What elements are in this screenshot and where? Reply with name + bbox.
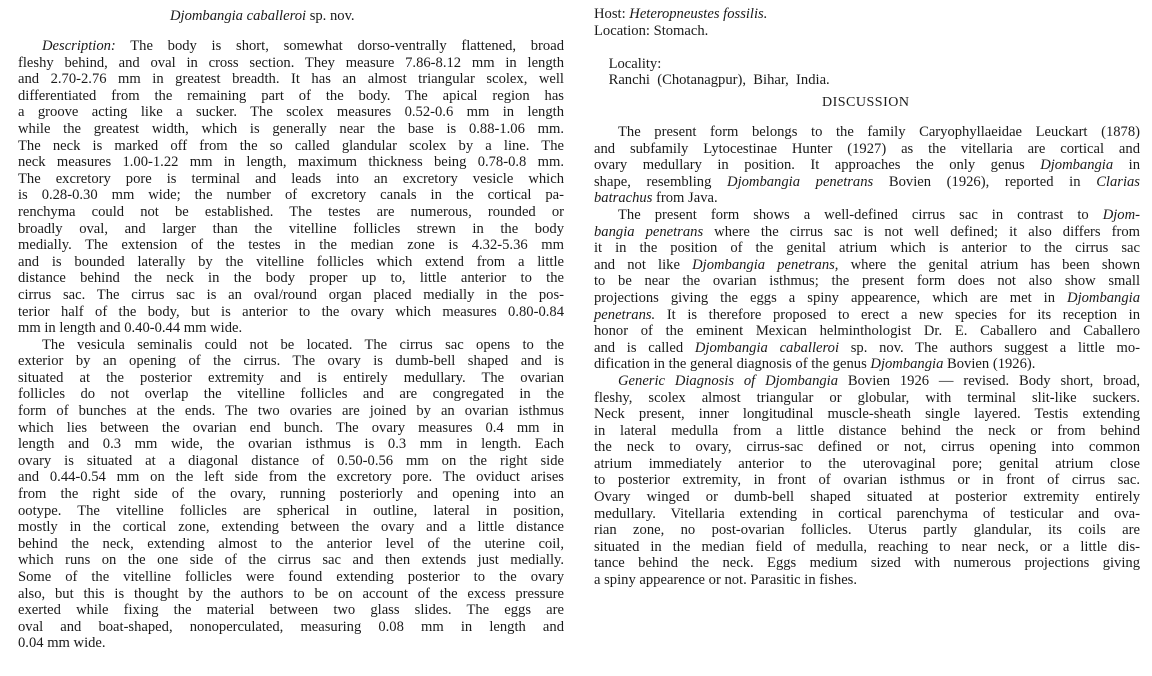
- right-column: [594, 6, 1141, 589]
- discussion-p3-line: [594, 456, 1140, 473]
- discussion-p3-line: [594, 472, 1140, 489]
- locality-value: Ranchi (Chotanagpur), Bihar, India.: [608, 72, 830, 89]
- discussion-p2-line: [594, 356, 1140, 373]
- taxon-name: penetrans.: [594, 306, 656, 323]
- text-line: terior half of the body, but is anterior to the ovary which measures 0.80-0.84: [18, 303, 564, 320]
- text-fragment: it in the position of the genital atrium which is anterior to the cirrus sac: [594, 240, 1140, 257]
- discussion-p3-line: [594, 439, 1140, 456]
- discussion-body: [594, 124, 1140, 589]
- text-fragment: The body is short, somewhat dorso-ventrally flattened, broad: [115, 38, 564, 54]
- location-label: Location:: [594, 22, 650, 39]
- text-fragment: where the genital atrium has been shown: [838, 256, 1140, 273]
- text-line: 0.04 mm wide.: [18, 635, 106, 652]
- text-line: The neck is marked off from the so called glandular scolex by a line. The: [18, 137, 564, 154]
- species-title: [170, 8, 355, 25]
- text-line: neck measures 1.00-1.22 mm in length, maximum thickness being 0.78-0.8 mm.: [18, 154, 564, 171]
- discussion-p3-line: [594, 522, 1140, 539]
- text-fragment: the neck to ovary, cirrus-sac defined or not, cirrus opening into common: [594, 439, 1140, 456]
- text-line: renchyma could not be established. The testes are numerous, rounded or: [18, 203, 564, 220]
- text-fragment: dification in the general diagnosis of the genus: [594, 356, 871, 373]
- text-line: mostly in the cortical zone, extending between the ovary and a little distance: [18, 519, 564, 536]
- taxon-name: batrachus: [594, 190, 653, 207]
- text-fragment: to be near the ovarian isthmus; the present form does not also show small: [594, 273, 1140, 290]
- taxon-name: Djombangia: [1067, 289, 1140, 306]
- text-line: cirrus sac. The cirrus sac is an oval/round organ placed medially in the pos-: [18, 286, 564, 303]
- text-line: Some of the vitelline follicles were found extending posterior to the ovary: [18, 569, 564, 585]
- discussion-p2-line: [594, 307, 1140, 324]
- text-fragment: Bovien (1926).: [943, 356, 1036, 373]
- text-line: broadly oval, and larger than the vitelline follicles strewn in the body: [18, 220, 564, 237]
- taxon-name: Generic Diagnosis of Djombangia: [618, 372, 839, 389]
- text-fragment: honor of the eminent Mexican helminthologist Dr. E. Caballero and Caballero: [594, 323, 1140, 340]
- discussion-p2-line: [594, 273, 1140, 290]
- text-line: also, but this is thought by the authors to be on account of the excess pressure: [18, 585, 564, 602]
- text-line: is 0.28-0.30 mm wide; the number of excretory canals in the cortical pa-: [18, 187, 564, 204]
- text-fragment: in: [1113, 157, 1140, 174]
- discussion-p3-line: [594, 539, 1140, 556]
- discussion-p3-line: [594, 555, 1140, 572]
- text-line: follicles do not overlap the vitelline follicles and are congregated in the: [18, 386, 564, 403]
- text-line: situated at the posterior extremity and is entirely medullary. The ovarian: [18, 369, 564, 386]
- species-title-suffix: sp. nov.: [306, 8, 355, 24]
- text-fragment: and subfamily Lytocestinae Hunter (1927) as the vitellaria are cortical and: [594, 140, 1140, 157]
- text-fragment: shape, resembling: [594, 173, 728, 190]
- text-line: and 0.44-0.54 mm on the left side from the excretory pore. The oviduct arises: [18, 469, 564, 486]
- text-line: oval and boat-shaped, nonoperculated, measuring 0.08 mm in length and: [18, 618, 564, 635]
- host-value: Heteropneustes fossilis.: [629, 6, 768, 22]
- description-label: Description:: [42, 38, 116, 54]
- taxon-name: Djom-: [1102, 206, 1140, 223]
- text-line: while the greatest width, which is generally near the base is 0.88-1.06 mm.: [18, 120, 564, 137]
- text-fragment: The present form shows a well-defined cirrus sac in contrast to: [618, 206, 1103, 223]
- taxon-name: Djombangia penetrans,: [692, 256, 839, 273]
- text-fragment: fleshy, scolex almost triangular or globular, with terminal slit-like suckers.: [594, 389, 1140, 406]
- discussion-p3-line: [594, 489, 1140, 506]
- discussion-p3-line: [594, 423, 1140, 440]
- text-fragment: medullary. Vitellaria extending in cortical parenchyma of testicular and ova-: [594, 505, 1140, 522]
- text-fragment: to posterior extremity, in front of ovarian isthmus or in front of cirrus sac.: [594, 472, 1140, 489]
- location-line: [594, 23, 1140, 40]
- text-line: distance behind the neck in the body proper up to, little anterior to the: [18, 270, 564, 287]
- left-column: [18, 38, 564, 652]
- taxon-name: bangia penetrans: [594, 223, 704, 240]
- discussion-p2-line: [594, 224, 1140, 241]
- discussion-p1-line: [594, 141, 1140, 158]
- text-line: exerted while fixing the material between two glass slides. The eggs are: [18, 602, 564, 619]
- host-line: [594, 6, 1140, 23]
- species-title-italic: Djombangia caballeroi: [170, 8, 307, 24]
- text-line: behind the neck, extending almost to the anterior level of the uterine coil,: [18, 535, 564, 552]
- discussion-p1-line: [594, 174, 1140, 191]
- text-line: which lies between the ovarian end bunch. The ovary measures 0.4 mm in: [18, 419, 564, 436]
- text-line: mm in length and 0.40-0.44 mm wide.: [18, 320, 243, 337]
- text-fragment: The present form belongs to the family Caryophyllaeidae Leuckart (1878): [618, 124, 1140, 140]
- text-fragment: Ovary winged or dumb-bell shaped situated at posterior extremity entirely: [594, 489, 1140, 506]
- text-line: ovary is situated at a diagonal distance of 0.50-0.56 mm on the right side: [18, 452, 564, 469]
- text-fragment: Neck present, inner longitudinal muscle-sheath single layered. Testis extending: [594, 406, 1140, 423]
- text-line: [18, 38, 564, 55]
- discussion-p2-line: [594, 240, 1140, 257]
- discussion-p3-line: [594, 506, 1140, 523]
- taxon-name: Djombangia caballeroi: [694, 339, 840, 356]
- text-line: length and 0.3 mm wide, the ovarian isthmus is 0.3 mm in length. Each: [18, 436, 564, 453]
- text-fragment: situated in the median field of medulla, reaching to near neck, or a little dis-: [594, 538, 1140, 555]
- locality-label: Locality:: [608, 55, 662, 72]
- discussion-p2-line: [594, 207, 1140, 224]
- text-fragment: a spiny appearence or not. Parasitic in fishes.: [594, 572, 858, 589]
- text-line: form of bunches at the ends. The two ovaries are joined by an ovarian isthmus: [18, 403, 564, 420]
- text-fragment: in lateral medulla from a little distance behind the neck or from behind: [594, 422, 1140, 439]
- text-line: The excretory pore is terminal and leads into an excretory vesicle which: [18, 170, 564, 187]
- text-line: ootype. The vitelline follicles are spherical in outline, lateral in position,: [18, 502, 564, 519]
- text-fragment: Bovien 1926 — revised. Body short, broad,: [838, 372, 1140, 389]
- text-line: and is bounded laterally by the vitelline follicles which extend from a little: [18, 253, 564, 270]
- text-fragment: rian zone, no post-ovarian follicles. Uterus partly glandular, its coils are: [594, 522, 1140, 539]
- discussion-p1-line: [594, 157, 1140, 174]
- text-line: differentiated from the remaining part of the body. The apical region has: [18, 87, 564, 104]
- discussion-p3-line: [594, 406, 1140, 423]
- text-line: exterior by an opening of the cirrus. The ovary is dumb-bell shaped and is: [18, 353, 564, 370]
- host-label: Host:: [594, 6, 626, 22]
- text-fragment: and not like: [594, 256, 693, 273]
- taxon-name: Djombangia: [1040, 157, 1114, 174]
- discussion-p2-line: [594, 257, 1140, 274]
- discussion-p2-line: [594, 340, 1140, 357]
- text-fragment: sp. nov. The authors suggest a little mo-: [839, 339, 1141, 356]
- text-fragment: ovary medullary in position. It approaches the only genus: [594, 157, 1041, 174]
- text-fragment: It is therefore proposed to erect a new species for its reception in: [655, 306, 1140, 323]
- text-line: The vesicula seminalis could not be located. The cirrus sac opens to the: [42, 336, 564, 353]
- text-line: from the right side of the ovary, running posteriorly and opening into an: [18, 486, 564, 503]
- text-line: medially. The extension of the testes in the median zone is 4.32-5.36 mm: [18, 237, 564, 254]
- text-line: a groove acting like a sucker. The scolex measures 0.52-0.6 mm in length: [18, 104, 564, 121]
- text-fragment: and is called: [594, 339, 695, 356]
- discussion-p1-line: [594, 124, 1140, 141]
- taxon-name: Djombangia: [870, 356, 944, 373]
- discussion-p2-line: [594, 290, 1140, 307]
- taxon-name: Clarias: [1096, 173, 1140, 190]
- text-line: and 2.70-2.76 mm in greatest breadth. It has an almost triangular scolex, well: [18, 71, 564, 88]
- discussion-p2-line: [594, 323, 1140, 340]
- text-fragment: tance behind the neck. Eggs medium sized with numerous projections giving: [594, 555, 1140, 572]
- discussion-p3-line: [594, 390, 1140, 407]
- discussion-p3-line: [594, 373, 1140, 390]
- text-fragment: Bovien (1926), reported in: [873, 173, 1097, 190]
- text-fragment: atrium immediately anterior to the uterovaginal pore; genital atrium close: [594, 455, 1140, 472]
- text-line: fleshy behind, and oval in cross section. They measure 7.86-8.12 mm in length: [18, 54, 564, 71]
- text-fragment: where the cirrus sac is not well defined; it also differs from: [703, 223, 1140, 240]
- discussion-p3-line: [594, 572, 1140, 589]
- discussion-heading: DISCUSSION: [822, 95, 910, 110]
- location-value: Stomach.: [653, 22, 709, 39]
- discussion-p1-line: [594, 190, 1140, 207]
- locality-line: [594, 39, 1140, 89]
- text-line: which runs on the one side of the cirrus sac and then extends just medially.: [18, 552, 564, 569]
- taxon-name: Djombangia penetrans: [727, 173, 874, 190]
- text-fragment: projections giving the eggs a spiny appearence, which are met in: [594, 289, 1068, 306]
- text-fragment: from Java.: [652, 190, 718, 207]
